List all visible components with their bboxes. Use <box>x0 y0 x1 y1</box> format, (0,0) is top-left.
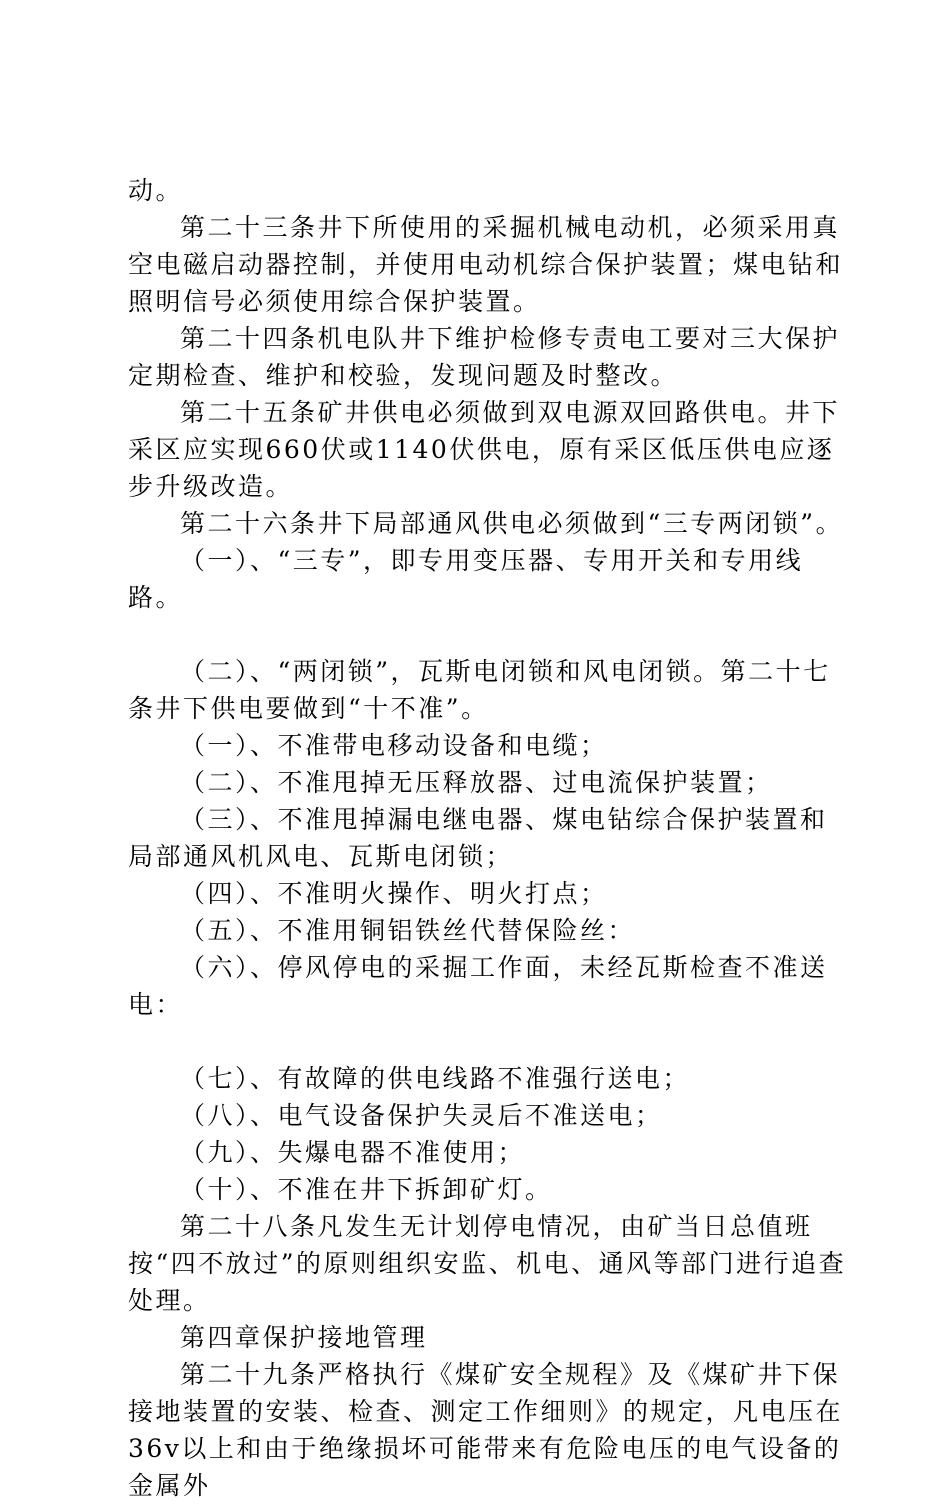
blank-line <box>128 1023 848 1060</box>
document-body <box>128 172 848 1504</box>
chapter-heading: 第四章保护接地管理 <box>180 1323 428 1352</box>
list-item: （二）、不准甩掉无压释放器、过电流保护装置； <box>180 768 773 797</box>
list-item: （八）、电气设备保护失灵后不准送电； <box>180 1101 663 1130</box>
list-item: （十）、不准在井下拆卸矿灯。 <box>180 1175 553 1204</box>
list-item: （六）、停风停电的采掘工作面，未经瓦斯检查不准送电： <box>128 953 828 1019</box>
list-item: （二）、“两闭锁”，瓦斯电闭锁和风电闭锁。第二十七条井下供电要做到“十不准”。 <box>128 657 831 723</box>
paragraph: 动。 <box>128 176 184 205</box>
paragraph-article-24: 第二十四条机电队井下维护检修专责电工要对三大保护定期检查、维护和校验，发现问题及时整改。 <box>128 324 841 390</box>
paragraph-article-25: 第二十五条矿井供电必须做到双电源双回路供电。井下采区应实现660伏或1140伏供电，原有采区低压供电应逐步升级改造。 <box>128 398 841 501</box>
list-item: （三）、不准甩掉漏电继电器、煤电钻综合保护装置和局部通风机风电、瓦斯电闭锁； <box>128 805 828 871</box>
list-item: （五）、不准用铜铝铁丝代替保险丝： <box>180 916 636 945</box>
paragraph-article-29: 第二十九条严格执行《煤矿安全规程》及《煤矿井下保接地装置的安装、检查、测定工作细则》的规定，凡电压在36v以上和由于绝缘损坏可能带来有危险电压的电气设备的金属外 <box>128 1360 844 1500</box>
list-item: （九）、失爆电器不准使用； <box>180 1138 526 1167</box>
list-item: （四）、不准明火操作、明火打点； <box>180 879 608 908</box>
blank-line <box>128 616 848 653</box>
paragraph-article-23: 第二十三条井下所使用的采掘机械电动机，必须采用真空电磁启动器控制，并使用电动机综合保护装置；煤电钻和照明信号必须使用综合保护装置。 <box>128 213 844 316</box>
paragraph-article-28: 第二十八条凡发生无计划停电情况，由矿当日总值班按“四不放过”的原则组织安监、机电、通风等部门进行追查处理。 <box>128 1212 847 1315</box>
list-item: （七）、有故障的供电线路不准强行送电； <box>180 1064 691 1093</box>
list-item: （一）、“三专”，即专用变压器、专用开关和专用线路。 <box>128 546 804 612</box>
paragraph-article-26: 第二十六条井下局部通风供电必须做到“三专两闭锁”。 <box>180 509 844 538</box>
list-item: （一）、不准带电移动设备和电缆； <box>180 731 608 760</box>
